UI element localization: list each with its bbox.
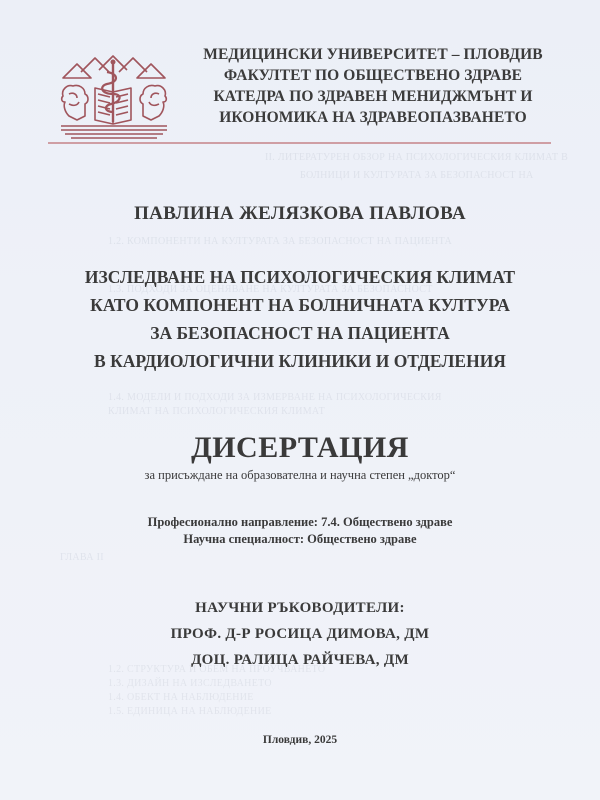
bleed-through-text: 1.2. СТРУКТУРА И ОБЕМ НА ПРОУЧВАНЕТО — [108, 664, 326, 675]
title-line: В КАРДИОЛОГИЧНИ КЛИНИКИ И ОТДЕЛЕНИЯ — [94, 351, 506, 371]
scientific-specialty: Научна специалност: Обществено здраве — [183, 532, 417, 546]
university-name: МЕДИЦИНСКИ УНИВЕРСИТЕТ – ПЛОВДИВ — [203, 46, 543, 63]
document-type: ДИСЕРТАЦИЯ — [191, 431, 409, 464]
author-name: ПАВЛИНА ЖЕЛЯЗКОВА ПАВЛОВА — [134, 203, 466, 224]
supervisor-name: ДОЦ. РАЛИЦА РАЙЧЕВА, ДМ — [191, 652, 409, 668]
title-line: ИЗСЛЕДВАНЕ НА ПСИХОЛОГИЧЕСКИЯ КЛИМАТ — [84, 267, 516, 287]
department-name-line-2: ИКОНОМИКА НА ЗДРАВЕОПАЗВАНЕТО — [219, 109, 527, 126]
institution-name — [178, 44, 568, 128]
bleed-through-text: 1.4. МОДЕЛИ И ПОДХОДИ ЗА ИЗМЕРВАНЕ НА ПСИХОЛОГИЧЕСКИЯ — [108, 392, 442, 403]
bleed-through-text: 1.3. ПОДХОДИ ЗА ОЦЕНЯВАНЕ НА КУЛТУРАТА ЗА БЕЗОПАСНОСТ — [108, 284, 433, 295]
place-and-year: Пловдив, 2025 — [262, 734, 338, 746]
bleed-through-text: 1.5. ЕДИНИЦА НА НАБЛЮДЕНИЕ — [108, 706, 272, 717]
bleed-through-text: II. ЛИТЕРАТУРЕН ОБЗОР НА ПСИХОЛОГИЧЕСКИЯ КЛИМАТ В — [265, 152, 569, 163]
dissertation-title — [0, 263, 600, 375]
title-line: КАТО КОМПОНЕНТ НА БОЛНИЧНАТА КУЛТУРА — [90, 295, 510, 315]
department-name-line-1: КАТЕДРА ПО ЗДРАВЕН МЕНИДЖМЪНТ И — [213, 88, 533, 105]
bleed-through-text: КЛИМАТ НА ПСИХОЛОГИЧЕСКИЯ КЛИМАТ — [108, 406, 325, 417]
header-divider — [48, 142, 551, 144]
supervisors-heading: НАУЧНИ РЪКОВОДИТЕЛИ: — [195, 600, 405, 616]
university-crest-icon — [55, 50, 173, 140]
bleed-through-text: 1.3. ДИЗАЙН НА ИЗСЛЕДВАНЕТО — [108, 678, 272, 689]
bleed-through-text: 1.2. КОМПОНЕНТИ НА КУЛТУРАТА ЗА БЕЗОПАСНОСТ НА ПАЦИЕНТА — [108, 236, 453, 247]
supervisors-block — [0, 595, 600, 673]
degree-text: за присъждане на образователна и научна степен „доктор“ — [144, 468, 456, 482]
supervisor-name: ПРОФ. Д-Р РОСИЦА ДИМОВА, ДМ — [170, 626, 430, 642]
academic-field-info — [0, 514, 600, 548]
title-line: ЗА БЕЗОПАСНОСТ НА ПАЦИЕНТА — [150, 323, 450, 343]
professional-field: Професионално направление: 7.4. Обществено здраве — [147, 515, 453, 529]
faculty-name: ФАКУЛТЕТ ПО ОБЩЕСТВЕНО ЗДРАВЕ — [223, 67, 523, 84]
bleed-through-text: ГЛАВА II — [60, 552, 104, 563]
bleed-through-text: 1.4. ОБЕКТ НА НАБЛЮДЕНИЕ — [108, 692, 254, 703]
bleed-through-text: БОЛНИЦИ И КУЛТУРАТА ЗА БЕЗОПАСНОСТ НА — [300, 170, 534, 181]
